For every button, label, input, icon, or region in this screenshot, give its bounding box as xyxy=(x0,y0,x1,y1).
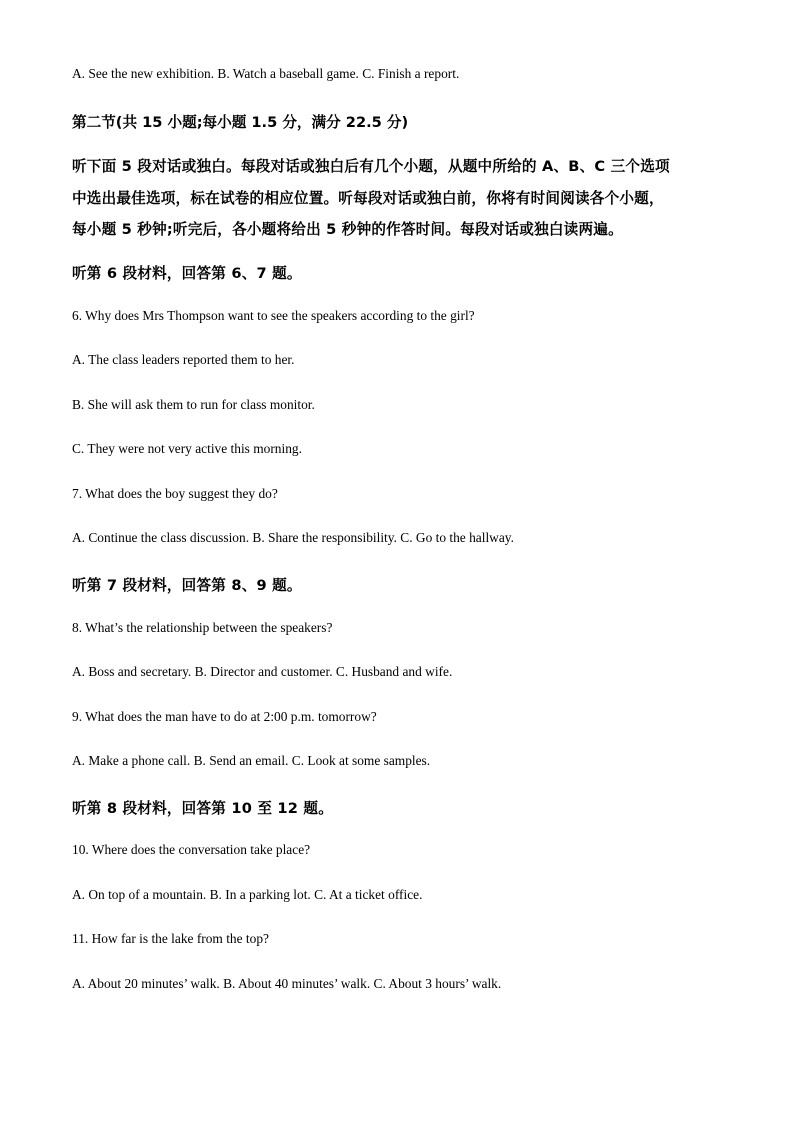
passage-7-header: 听第 7 段材料，回答第 8、9 题。 xyxy=(72,577,302,594)
question-7: 7. What does the boy suggest they do? xyxy=(72,486,278,501)
question-8: 8. What’s the relationship between the speakers? xyxy=(72,620,333,635)
instructions-line-2: 中选出最佳选项，标在试卷的相应位置。听每段对话或独白前，你将有时间阅读各个小题， xyxy=(72,190,664,207)
question-7-options: A. Continue the class discussion. B. Share the responsibility. C. Go to the hallway. xyxy=(72,530,514,545)
instructions-line-1: 听下面 5 段对话或独白。每段对话或独白后有几个小题，从题中所给的 A、B、C 三个选项 xyxy=(72,158,670,175)
question-11: 11. How far is the lake from the top? xyxy=(72,931,269,946)
question-6-option-a: A. The class leaders reported them to her. xyxy=(72,352,295,367)
section-title: 第二节(共 15 小题;每小题 1.5 分，满分 22.5 分) xyxy=(72,114,409,131)
passage-6-header: 听第 6 段材料，回答第 6、7 题。 xyxy=(72,265,302,282)
question-6: 6. Why does Mrs Thompson want to see the speakers according to the girl? xyxy=(72,308,475,323)
question-10: 10. Where does the conversation take place? xyxy=(72,842,311,857)
question-5-options: A. See the new exhibition. B. Watch a baseball game. C. Finish a report. xyxy=(72,66,460,81)
instructions-line-3: 每小题 5 秒钟;听完后，各小题将给出 5 秒钟的作答时间。每段对话或独白读两遍。 xyxy=(72,221,623,238)
question-10-options: A. On top of a mountain. B. In a parking lot. C. At a ticket office. xyxy=(72,887,423,902)
question-9-options: A. Make a phone call. B. Send an email. C. Look at some samples. xyxy=(72,753,431,768)
question-9: 9. What does the man have to do at 2:00 p.m. tomorrow? xyxy=(72,709,377,724)
passage-8-header: 听第 8 段材料，回答第 10 至 12 题。 xyxy=(72,800,333,817)
question-6-option-b: B. She will ask them to run for class monitor. xyxy=(72,397,315,412)
question-8-options: A. Boss and secretary. B. Director and customer. C. Husband and wife. xyxy=(72,664,453,679)
question-11-options: A. About 20 minutes’ walk. B. About 40 minutes’ walk. C. About 3 hours’ walk. xyxy=(72,976,502,991)
question-6-option-c: C. They were not very active this morning. xyxy=(72,441,302,456)
